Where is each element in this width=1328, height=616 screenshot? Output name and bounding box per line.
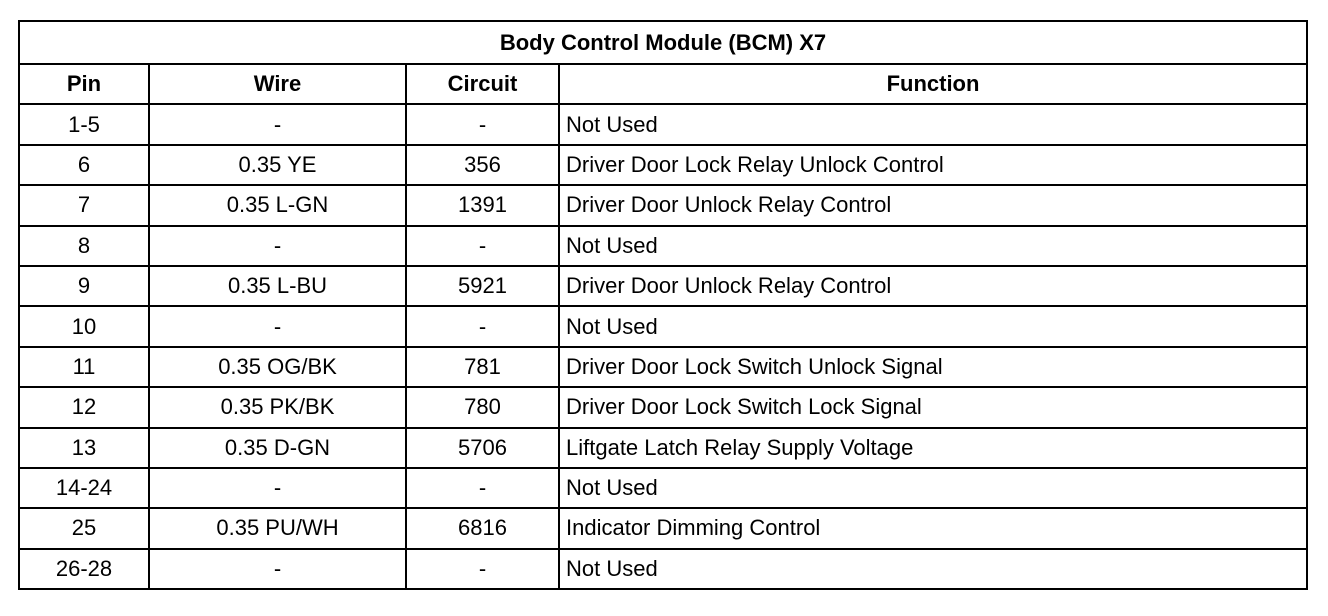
circuit-cell: 5706	[406, 428, 559, 468]
function-cell: Driver Door Unlock Relay Control	[559, 266, 1307, 306]
table-body	[19, 104, 1307, 589]
pin-cell: 8	[19, 226, 149, 266]
circuit-cell: 781	[406, 347, 559, 387]
function-cell: Not Used	[559, 468, 1307, 508]
column-header-circuit: Circuit	[406, 64, 559, 104]
wire-cell: 0.35 PU/WH	[149, 508, 406, 548]
table-row	[19, 387, 1307, 427]
circuit-cell: -	[406, 549, 559, 589]
pin-cell: 25	[19, 508, 149, 548]
function-cell: Driver Door Lock Switch Unlock Signal	[559, 347, 1307, 387]
function-cell: Liftgate Latch Relay Supply Voltage	[559, 428, 1307, 468]
table-row	[19, 468, 1307, 508]
circuit-cell: 356	[406, 145, 559, 185]
circuit-cell: 6816	[406, 508, 559, 548]
pin-cell: 13	[19, 428, 149, 468]
table-row	[19, 508, 1307, 548]
connector-pinout-table	[18, 20, 1308, 590]
table-row	[19, 549, 1307, 589]
table-row	[19, 145, 1307, 185]
table-row	[19, 306, 1307, 346]
function-cell: Driver Door Lock Switch Lock Signal	[559, 387, 1307, 427]
wire-cell: 0.35 YE	[149, 145, 406, 185]
table-title-row	[19, 21, 1307, 64]
circuit-cell: 1391	[406, 185, 559, 225]
circuit-cell: 780	[406, 387, 559, 427]
circuit-cell: -	[406, 226, 559, 266]
table-row	[19, 428, 1307, 468]
connector-table-container	[18, 20, 1306, 590]
pin-cell: 9	[19, 266, 149, 306]
table-title: Body Control Module (BCM) X7	[19, 21, 1307, 64]
pin-cell: 1-5	[19, 104, 149, 144]
wire-cell: -	[149, 549, 406, 589]
pin-cell: 14-24	[19, 468, 149, 508]
function-cell: Not Used	[559, 104, 1307, 144]
circuit-cell: -	[406, 306, 559, 346]
table-row	[19, 104, 1307, 144]
wire-cell: -	[149, 226, 406, 266]
table-row	[19, 185, 1307, 225]
wire-cell: 0.35 L-BU	[149, 266, 406, 306]
table-row	[19, 266, 1307, 306]
function-cell: Driver Door Lock Relay Unlock Control	[559, 145, 1307, 185]
column-header-function: Function	[559, 64, 1307, 104]
wire-cell: 0.35 L-GN	[149, 185, 406, 225]
column-header-wire: Wire	[149, 64, 406, 104]
function-cell: Driver Door Unlock Relay Control	[559, 185, 1307, 225]
function-cell: Not Used	[559, 226, 1307, 266]
table-row	[19, 226, 1307, 266]
column-header-pin: Pin	[19, 64, 149, 104]
function-cell: Not Used	[559, 549, 1307, 589]
pin-cell: 26-28	[19, 549, 149, 589]
function-cell: Not Used	[559, 306, 1307, 346]
pin-cell: 11	[19, 347, 149, 387]
table-row	[19, 347, 1307, 387]
function-cell: Indicator Dimming Control	[559, 508, 1307, 548]
table-header-row	[19, 64, 1307, 104]
pin-cell: 7	[19, 185, 149, 225]
circuit-cell: -	[406, 468, 559, 508]
pin-cell: 12	[19, 387, 149, 427]
circuit-cell: -	[406, 104, 559, 144]
wire-cell: 0.35 PK/BK	[149, 387, 406, 427]
wire-cell: 0.35 D-GN	[149, 428, 406, 468]
wire-cell: -	[149, 468, 406, 508]
pin-cell: 10	[19, 306, 149, 346]
wire-cell: 0.35 OG/BK	[149, 347, 406, 387]
pin-cell: 6	[19, 145, 149, 185]
wire-cell: -	[149, 104, 406, 144]
circuit-cell: 5921	[406, 266, 559, 306]
wire-cell: -	[149, 306, 406, 346]
